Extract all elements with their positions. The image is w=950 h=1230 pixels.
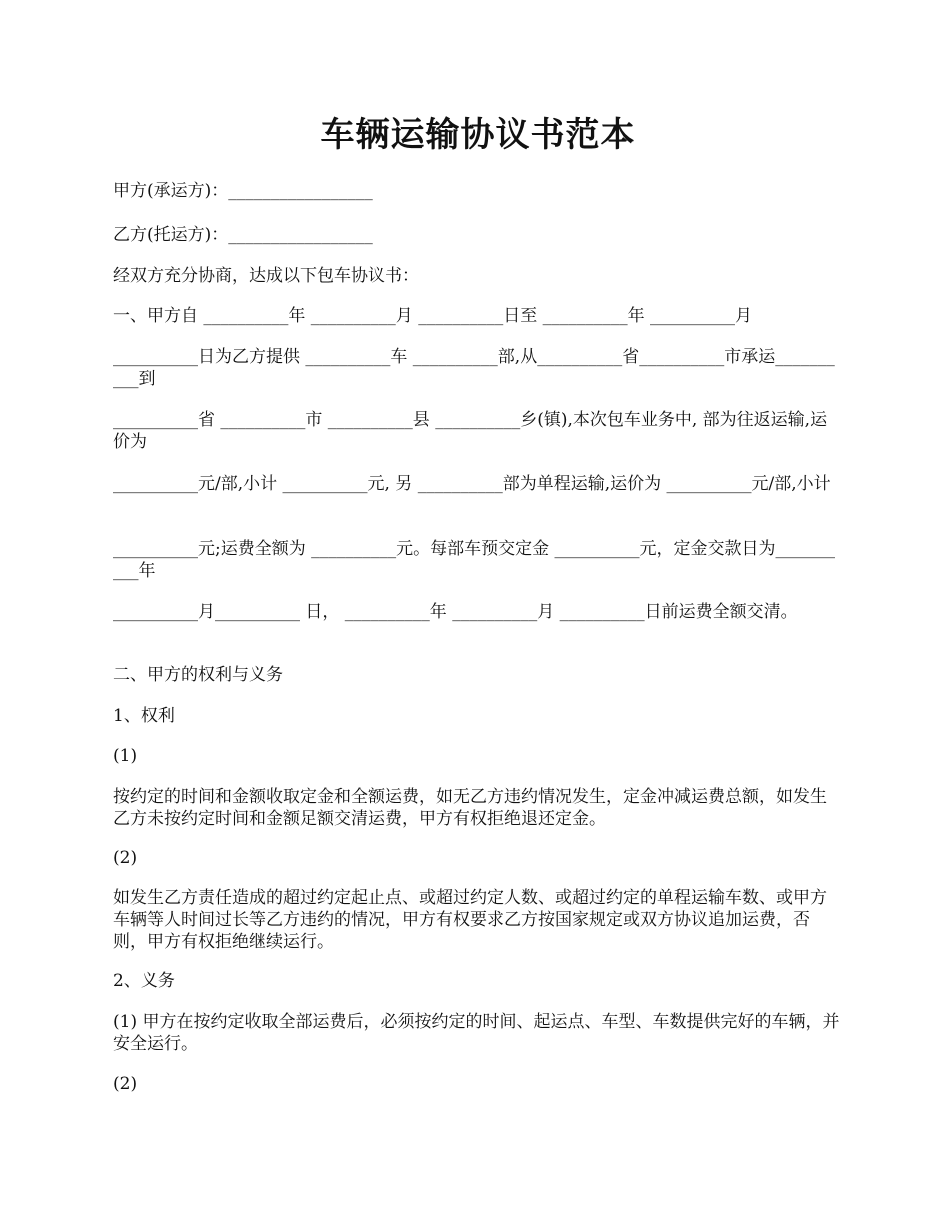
party-b-line: 乙方(托运方)：_________________ (113, 225, 373, 245)
clause-1-line-5: __________元;运费全额为 __________元。每部车预交定金 __________元，定金交款日为__________年 (113, 539, 836, 581)
clause-1-line-3: __________省 __________市 __________县 __________乡(镇),本次包车业务中, 部为往返运输,运价为 (113, 410, 828, 452)
party-a-line: 甲方(承运方)：_________________ (113, 181, 373, 201)
clause-1-line-4: __________元/部,小计 __________元, 另 __________部为单程运输,运价为 __________元/部,小计 (113, 474, 831, 494)
rights-item-2-text: 如发生乙方责任造成的超过约定起止点、或超过约定人数、或超过约定的单程运输车数、或甲方车辆等人时间过长等乙方违约的情况，甲方有权要求乙方按国家规定或双方协议追加运费，否则，甲方有权拒绝继续运行。 (113, 888, 827, 952)
section-heading-2: 二、甲方的权利与义务 (113, 665, 283, 685)
clause-1-line-1: 一、甲方自 __________年 __________月 __________日至 __________年 __________月 (113, 306, 753, 326)
clause-1-line-6: __________月__________ 日， __________年 __________月 __________日前运费全额交清。 (113, 602, 798, 622)
document-title: 车辆运输协议书范本 (320, 115, 636, 155)
obligations-item-2-label: (2) (113, 1074, 138, 1094)
rights-item-1-text: 按约定的时间和金额收取定金和全额运费，如无乙方违约情况发生，定金冲减运费总额，如发生乙方未按约定时间和金额足额交清运费，甲方有权拒绝退还定金。 (113, 787, 827, 829)
rights-item-2-label: (2) (113, 848, 138, 868)
subheading-obligations: 2、义务 (113, 971, 175, 991)
intro-paragraph: 经双方充分协商，达成以下包车协议书： (113, 266, 419, 286)
clause-1-line-2: __________日为乙方提供 __________车 __________部,从__________省__________市承运__________到 (113, 347, 835, 389)
subheading-rights: 1、权利 (113, 706, 175, 726)
obligations-item-1: (1) 甲方在按约定收取全部运费后，必须按约定的时间、起运点、车型、车数提供完好的车辆，并安全运行。 (113, 1012, 840, 1054)
rights-item-1-label: (1) (113, 746, 138, 766)
